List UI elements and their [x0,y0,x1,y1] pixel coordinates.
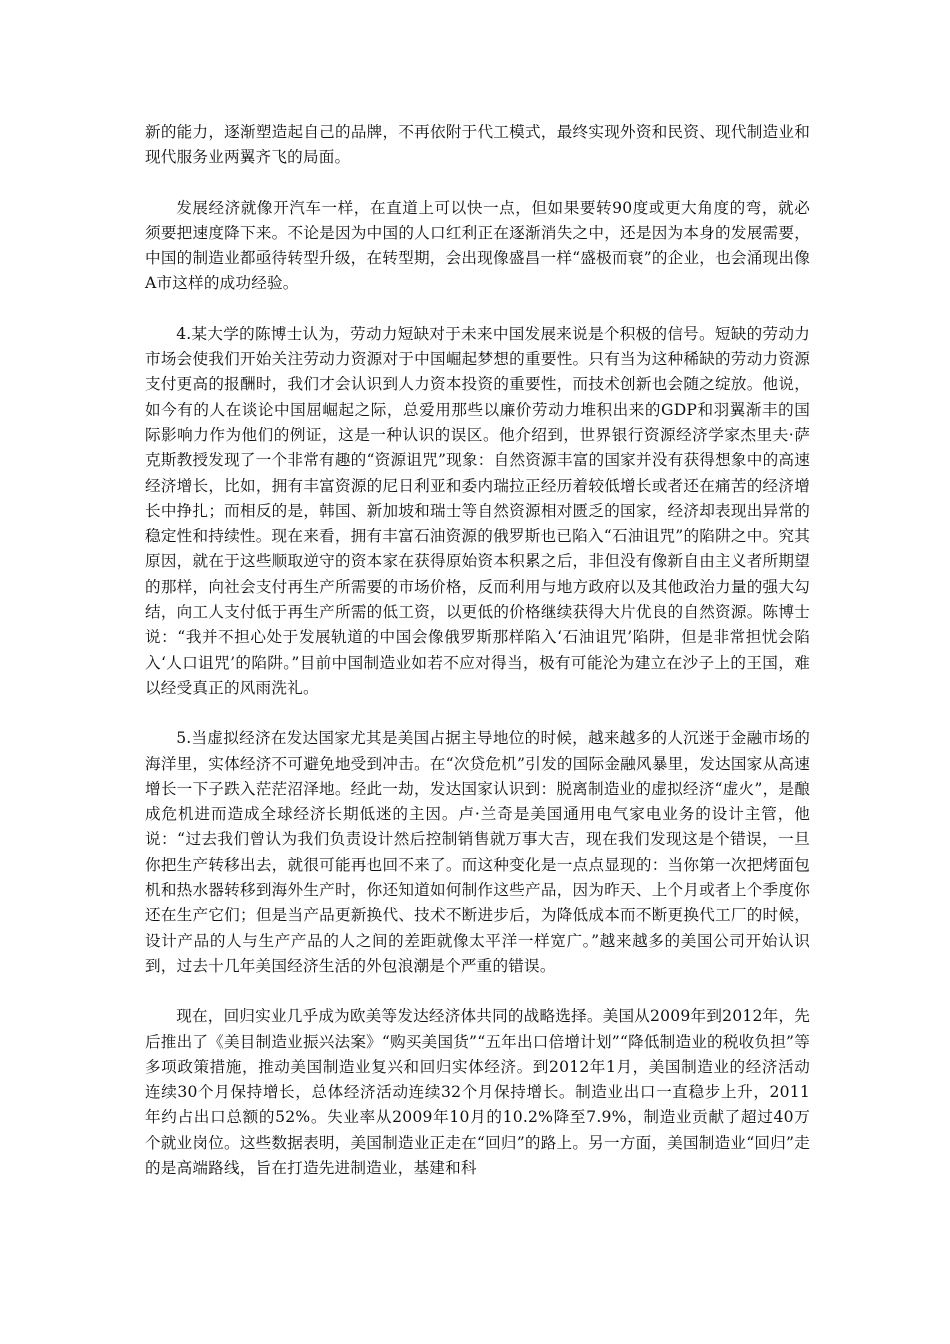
document-page [145,120,810,1206]
paragraph-item-5: 5.当虚拟经济在发达国家尤其是美国占据主导地位的时候，越来越多的人沉迷于金融市场的海洋里，实体经济不可避免地受到冲击。在“次贷危机”引发的国际金融风暴里，发达国家从高速增长一下子跌入茫茫沼泽地。经此一劫，发达国家认识到：脱离制造业的虚拟经济“虚火”，是酿成危机进而造成全球经济长期低迷的主因。卢·兰奇是美国通用电气家电业务的设计主管，他说：“过去我们曾认为我们负责设计然后控制销售就万事大吉，现在我们发现这是个错误，一旦你把生产转移出去，就很可能再也回不来了。而这种变化是一点点显现的：当你第一次把烤面包机和热水器转移到海外生产时，你还知道如何制作这些产品，因为昨天、上个月或者上个季度你还在生产它们；但是当产品更新换代、技术不断进步后，为降低成本而不断更换代工厂的时候，设计产品的人与生产产品的人之间的差距就像太平洋一样宽广。”越来越多的美国公司开始认识到，过去十几年美国经济生活的外包浪潮是个严重的错误。 [145,729,810,975]
paragraph-continuation: 新的能力，逐渐塑造起自己的品牌，不再依附于代工模式，最终实现外资和民资、现代制造业和现代服务业两翼齐飞的局面。 [145,123,810,167]
paragraph-item-4: 4.某大学的陈博士认为，劳动力短缺对于未来中国发展来说是个积极的信号。短缺的劳动力市场会使我们开始关注劳动力资源对于中国崛起梦想的重要性。只有当为这种稀缺的劳动力资源支付更高的报酬时，我们才会认识到人力资本投资的重要性，而技术创新也会随之绽放。他说，如今有的人在谈论中国屈崛起之际，总爱用那些以廉价劳动力堆积出来的GDP和羽翼渐丰的国际影响力作为他们的例证，这是一种认识的误区。他介绍到，世界银行资源经济学家杰里夫·萨克斯教授发现了一个非常有趣的“资源诅咒”现象：自然资源丰富的国家并没有获得想象中的高速经济增长，比如，拥有丰富资源的尼日利亚和委内瑞拉正经历着较低增长或者还在痛苦的经济增长中挣扎；而相反的是，韩国、新加坡和瑞士等自然资源相对匮乏的国家，经济却表现出异常的稳定性和持续性。现在来看，拥有丰富石油资源的俄罗斯也已陷入“石油诅咒”的陷阱之中。究其原因，就在于这些顺取逆守的资本家在获得原始资本积累之后，非但没有像新自由主义者所期望的那样，向社会支付再生产所需要的市场价格，反而利用与地方政府以及其他政治力量的强大勾结，向工人支付低于再生产所需的低工资，以更低的价格继续获得大片优良的自然资源。陈博士说：“我并不担心处于发展轨道的中国会像俄罗斯那样陷入‘石油诅咒’陷阱，但是非常担忧会陷入‘人口诅咒’的陷阱。”目前中国制造业如若不应对得当，极有可能沦为建立在沙子上的王国，难以经受真正的风雨洗礼。 [145,324,810,697]
paragraph-reindustrialization: 现在，回归实业几乎成为欧美等发达经济体共同的战略选择。美国从2009年到2012年，先后推出了《美目制造业振兴法案》“购买美国货”“五年出口倍增计划”“降低制造业的税收负担”等多项政策措施，推动美国制造业复兴和回归实体经济。到2012年1月，美国制造业的经济活动连续30个月保持增长，总体经济活动连续32个月保持增长。制造业出口一直稳步上升，2011年约占出口总额的52%。失业率从2009年10月的10.2%降至7.9%，制造业贡献了超过40万个就业岗位。这些数据表明，美国制造业正走在“回归”的路上。另一方面，美国制造业“回归”走的是高端路线，旨在打造先进制造业，基建和科 [145,1007,810,1177]
paragraph-driving-analogy: 发展经济就像开汽车一样，在直道上可以快一点，但如果要转90度或更大角度的弯，就必须要把速度降下来。不论是因为中国的人口红利正在逐渐消失之中，还是因为本身的发展需要，中国的制造业都亟待转型升级，在转型期，会出现像盛昌一样“盛极而衰”的企业，也会涌现出像A市这样的成功经验。 [145,198,810,293]
